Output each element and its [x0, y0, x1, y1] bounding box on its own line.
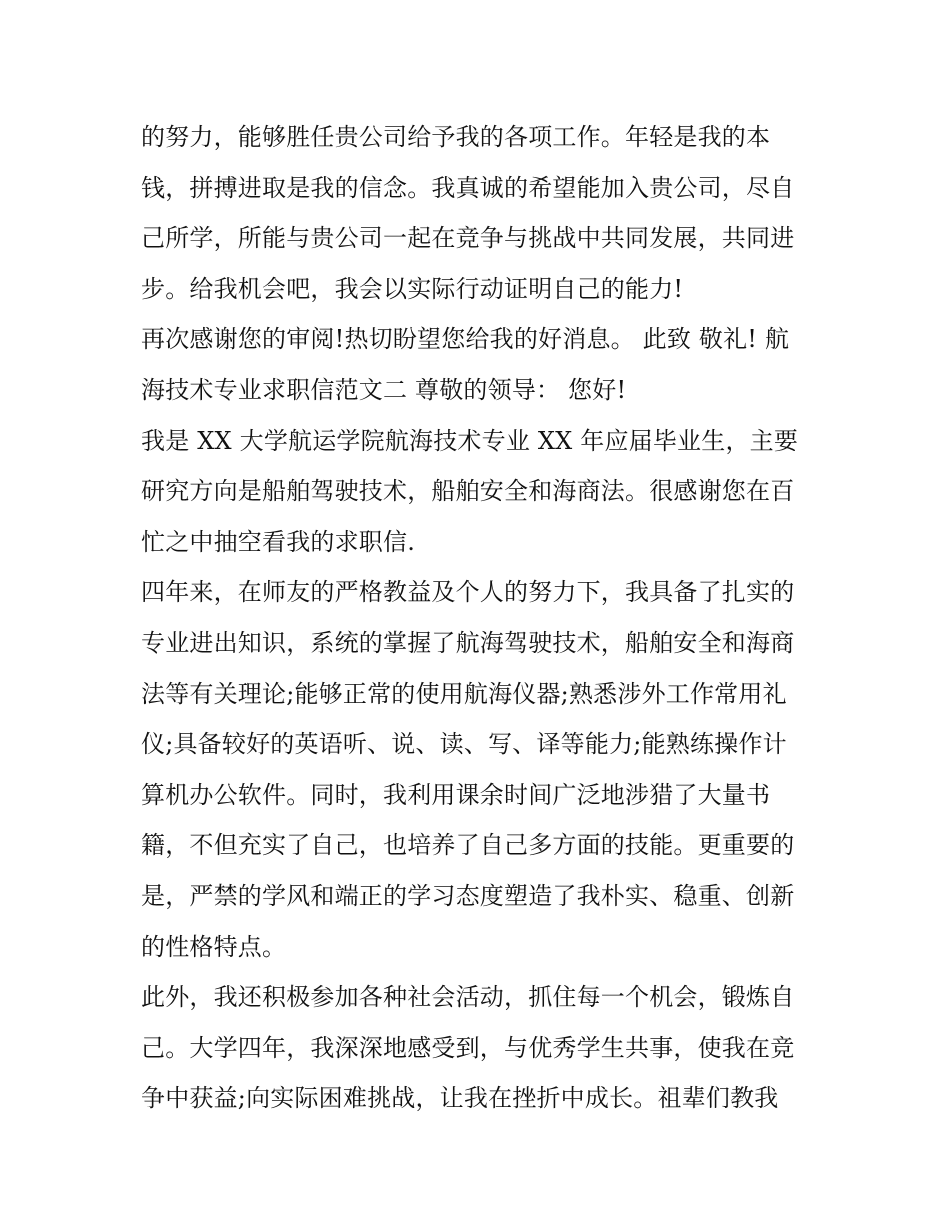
text-line: 我是 XX 大学航运学院航海技术专业 XX 年应届毕业生，主要: [141, 426, 799, 455]
text-line: 此外，我还积极参加各种社会活动，抓住每一个机会，锻炼自: [141, 983, 795, 1012]
text-line: 研究方向是船舶驾驶技术，船舶安全和海商法。很感谢您在百: [141, 477, 795, 506]
text-line: 的性格特点。: [141, 932, 287, 961]
text-line: 步。给我机会吧，我会以实际行动证明自己的能力!: [141, 274, 684, 303]
text-line: 仪;具备较好的英语听、说、读、写、译等能力;能熟练操作计: [141, 730, 787, 759]
text-line: 专业进出知识，系统的掌握了航海驾驶技术，船舶安全和海商: [141, 628, 795, 657]
text-line: 的努力，能够胜任贵公司给予我的各项工作。年轻是我的本: [141, 123, 771, 151]
text-line: 钱，拼搏进取是我的信念。我真诚的希望能加入贵公司，尽自: [141, 173, 795, 202]
text-line: 四年来，在师友的严格教益及个人的努力下，我具备了扎实的: [141, 578, 795, 607]
document-body: [141, 112, 821, 1124]
text-line: 是，严禁的学风和端正的学习态度塑造了我朴实、稳重、创新: [141, 881, 795, 910]
text-line: 争中获益;向实际困难挑战，让我在挫折中成长。祖辈们教我: [141, 1084, 779, 1113]
text-line: 籍，不但充实了自己，也培养了自己多方面的技能。更重要的: [141, 831, 795, 860]
text-line: 算机办公软件。同时，我利用课余时间广泛地涉猎了大量书: [141, 780, 771, 809]
text-line: 海技术专业求职信范文二 尊敬的领导： 您好!: [141, 375, 627, 404]
text-line: 己所学，所能与贵公司一起在竞争与挑战中共同发展，共同进: [141, 224, 795, 253]
text-line: 法等有关理论;能够正常的使用航海仪器;熟悉涉外工作常用礼: [141, 679, 787, 708]
text-line: 再次感谢您的审阅!热切盼望您给我的好消息。 此致 敬礼! 航: [141, 325, 790, 354]
text-line: 忙之中抽空看我的求职信.: [141, 527, 416, 556]
text-line: 己。大学四年，我深深地感受到，与优秀学生共事，使我在竞: [141, 1033, 795, 1062]
